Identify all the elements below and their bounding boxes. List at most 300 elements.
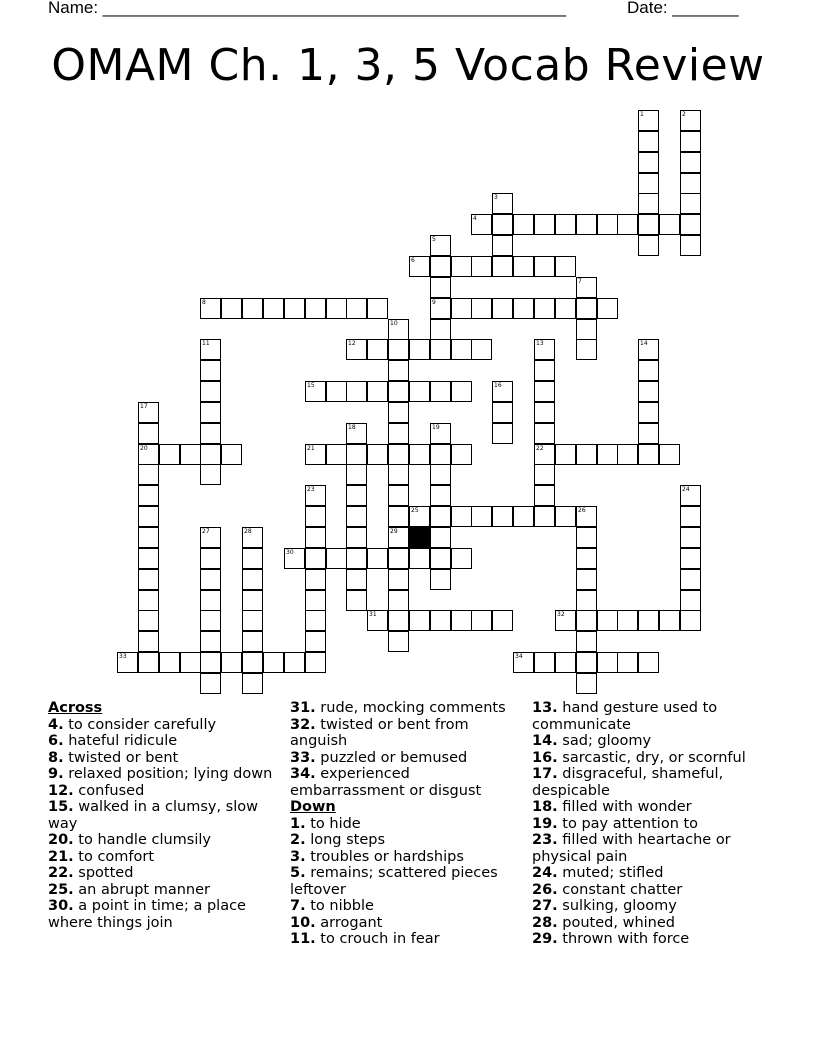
grid-cell[interactable] (451, 339, 472, 360)
grid-cell[interactable] (430, 339, 451, 360)
grid-cell[interactable] (326, 548, 347, 569)
clue-text: filled with wonder (557, 799, 692, 815)
grid-cell[interactable] (451, 506, 472, 527)
cell-number: 29 (390, 528, 398, 535)
grid-cell[interactable] (680, 569, 701, 590)
grid-cell[interactable] (430, 256, 451, 277)
grid-cell[interactable] (326, 298, 347, 319)
grid-cell[interactable] (138, 402, 159, 423)
cell-number: 9 (432, 299, 436, 306)
clue-text: to hide (305, 815, 361, 832)
grid-cell[interactable] (159, 652, 180, 673)
clue-text: arrogant (315, 914, 383, 931)
grid-cell[interactable] (221, 298, 242, 319)
grid-cell[interactable] (367, 381, 388, 402)
grid-cell[interactable] (430, 277, 451, 298)
grid-cell[interactable] (638, 444, 659, 465)
grid-cell[interactable] (638, 360, 659, 381)
grid-cell[interactable] (576, 527, 597, 548)
grid-cell[interactable] (430, 548, 451, 569)
clue-text: a point in time; a place where things join (48, 898, 246, 931)
grid-cell[interactable] (451, 610, 472, 631)
cell-number: 10 (390, 320, 398, 327)
grid-cell[interactable] (534, 652, 555, 673)
grid-cell[interactable] (180, 652, 201, 673)
grid-cell[interactable] (409, 548, 430, 569)
grid-cell[interactable] (638, 381, 659, 402)
grid-cell[interactable] (638, 131, 659, 152)
grid-cell[interactable] (263, 298, 284, 319)
clue-item (48, 733, 278, 750)
grid-cell[interactable] (305, 631, 326, 652)
grid-cell[interactable] (200, 673, 221, 694)
cell-number: 4 (473, 215, 477, 222)
grid-cell[interactable] (576, 569, 597, 590)
grid-cell[interactable] (305, 548, 326, 569)
grid-cell[interactable] (534, 402, 555, 423)
grid-cell[interactable] (409, 256, 430, 277)
grid-cell[interactable] (326, 381, 347, 402)
grid-cell[interactable] (388, 569, 409, 590)
clue-item (48, 750, 278, 767)
grid-cell[interactable] (388, 402, 409, 423)
grid-cell[interactable] (305, 610, 326, 631)
grid-cell[interactable] (576, 631, 597, 652)
grid-cell[interactable] (638, 173, 659, 194)
grid-cell[interactable] (680, 590, 701, 611)
grid-cell[interactable] (430, 569, 451, 590)
grid-cell[interactable] (346, 381, 367, 402)
grid-cell[interactable] (242, 610, 263, 631)
grid-cell[interactable] (200, 569, 221, 590)
grid-cell[interactable] (638, 402, 659, 423)
grid-cell[interactable] (576, 214, 597, 235)
grid-cell[interactable] (305, 444, 326, 465)
grid-cell[interactable] (388, 444, 409, 465)
grid-cell[interactable] (200, 527, 221, 548)
grid-cell[interactable] (597, 298, 618, 319)
grid-cell[interactable] (576, 673, 597, 694)
grid-cell[interactable] (346, 444, 367, 465)
grid-cell[interactable] (284, 298, 305, 319)
grid-cell[interactable] (451, 444, 472, 465)
grid-cell[interactable] (138, 610, 159, 631)
grid-cell[interactable] (388, 610, 409, 631)
grid-cell[interactable] (346, 339, 367, 360)
clue-number: 26. (532, 881, 558, 898)
grid-cell[interactable] (680, 527, 701, 548)
clue-number: 5. (290, 865, 306, 881)
clue-number: 11. (290, 931, 316, 947)
grid-cell[interactable] (659, 214, 680, 235)
clue-column-3 (532, 700, 772, 948)
grid-cell[interactable] (638, 214, 659, 235)
grid-cell[interactable] (492, 256, 513, 277)
grid-cell[interactable] (430, 444, 451, 465)
grid-cell[interactable] (346, 569, 367, 590)
grid-cell[interactable] (346, 423, 367, 444)
grid-cell[interactable] (617, 652, 638, 673)
grid-cell[interactable] (200, 548, 221, 569)
grid-cell[interactable] (200, 610, 221, 631)
grid-cell[interactable] (430, 423, 451, 444)
grid-cell[interactable] (430, 610, 451, 631)
grid-cell[interactable] (200, 652, 221, 673)
grid-cell[interactable] (576, 277, 597, 298)
clue-number: 9. (48, 766, 64, 782)
grid-cell[interactable] (638, 235, 659, 256)
grid-cell[interactable] (138, 652, 159, 673)
grid-cell[interactable] (492, 610, 513, 631)
grid-cell[interactable] (471, 256, 492, 277)
clue-number: 25. (48, 881, 74, 898)
clue-number: 15. (48, 799, 74, 815)
grid-cell[interactable] (659, 610, 680, 631)
clue-number: 31. (290, 700, 316, 716)
grid-cell[interactable] (617, 214, 638, 235)
grid-cell[interactable] (555, 652, 576, 673)
grid-cell[interactable] (388, 506, 409, 527)
cell-number: 26 (578, 507, 586, 514)
grid-cell[interactable] (638, 110, 659, 131)
grid-cell[interactable] (597, 652, 618, 673)
cell-number: 21 (307, 445, 315, 452)
grid-cell[interactable] (242, 548, 263, 569)
grid-cell[interactable] (388, 381, 409, 402)
grid-cell[interactable] (534, 256, 555, 277)
grid-cell[interactable] (242, 569, 263, 590)
grid-cell[interactable] (221, 652, 242, 673)
grid-cell[interactable] (388, 319, 409, 340)
grid-cell[interactable] (305, 590, 326, 611)
grid-cell[interactable] (221, 444, 242, 465)
grid-cell[interactable] (430, 506, 451, 527)
grid-cell[interactable] (430, 235, 451, 256)
grid-cell[interactable] (492, 193, 513, 214)
clue-text: long steps (305, 832, 386, 848)
grid-cell[interactable] (388, 339, 409, 360)
grid-cell[interactable] (638, 339, 659, 360)
grid-cell[interactable] (576, 652, 597, 673)
grid-cell[interactable] (242, 527, 263, 548)
grid-cell[interactable] (451, 548, 472, 569)
grid-cell[interactable] (388, 485, 409, 506)
clue-item (290, 898, 522, 915)
cell-number: 6 (411, 257, 415, 264)
grid-cell[interactable] (638, 652, 659, 673)
grid-cell[interactable] (513, 256, 534, 277)
cell-number: 19 (432, 424, 440, 431)
grid-cell[interactable] (138, 569, 159, 590)
cell-number: 5 (432, 236, 436, 243)
cell-number: 15 (307, 382, 315, 389)
grid-cell[interactable] (430, 485, 451, 506)
grid-cell[interactable] (284, 652, 305, 673)
grid-cell[interactable] (200, 631, 221, 652)
grid-cell[interactable] (555, 256, 576, 277)
grid-cell[interactable] (680, 193, 701, 214)
clue-item (290, 750, 522, 767)
grid-cell[interactable] (117, 652, 138, 673)
clue-text: pouted, whined (557, 914, 675, 931)
grid-cell[interactable] (492, 402, 513, 423)
clue-number: 20. (48, 832, 74, 848)
grid-cell[interactable] (200, 444, 221, 465)
clue-text: to pay attention to (557, 815, 699, 832)
grid-cell[interactable] (326, 444, 347, 465)
grid-cell[interactable] (534, 360, 555, 381)
grid-cell[interactable] (305, 298, 326, 319)
grid-cell[interactable] (555, 298, 576, 319)
clue-text: twisted or bent (63, 749, 179, 766)
grid-cell[interactable] (200, 339, 221, 360)
date-field-label: Date: _______ (627, 0, 739, 17)
page-title: OMAM Ch. 1, 3, 5 Vocab Review (51, 40, 765, 91)
grid-cell[interactable] (576, 298, 597, 319)
grid-cell[interactable] (534, 506, 555, 527)
grid-cell[interactable] (409, 381, 430, 402)
grid-cell[interactable] (680, 173, 701, 194)
clue-number: 1. (290, 815, 306, 832)
clue-number: 34. (290, 766, 316, 782)
grid-cell[interactable] (200, 381, 221, 402)
grid-cell[interactable] (284, 548, 305, 569)
grid-cell[interactable] (242, 631, 263, 652)
grid-cell[interactable] (346, 464, 367, 485)
grid-cell[interactable] (305, 381, 326, 402)
grid-cell[interactable] (534, 485, 555, 506)
grid-cell[interactable] (409, 506, 430, 527)
grid-cell[interactable] (576, 548, 597, 569)
grid-cell[interactable] (388, 548, 409, 569)
grid-cell[interactable] (200, 298, 221, 319)
grid-cell[interactable] (680, 485, 701, 506)
grid-cell[interactable] (680, 506, 701, 527)
grid-cell[interactable] (659, 444, 680, 465)
grid-cell[interactable] (346, 485, 367, 506)
grid-cell[interactable] (638, 423, 659, 444)
clue-text: experienced embarrassment or disgust (290, 766, 482, 799)
grid-cell[interactable] (138, 590, 159, 611)
grid-cell[interactable] (513, 652, 534, 673)
grid-cell[interactable] (451, 256, 472, 277)
grid-cell[interactable] (200, 464, 221, 485)
grid-cell[interactable] (138, 444, 159, 465)
grid-cell[interactable] (305, 485, 326, 506)
grid-cell[interactable] (409, 339, 430, 360)
cell-number: 31 (369, 611, 377, 618)
grid-cell[interactable] (534, 381, 555, 402)
clue-item (290, 717, 522, 750)
grid-cell[interactable] (555, 610, 576, 631)
grid-cell[interactable] (680, 235, 701, 256)
clue-number: 6. (48, 733, 64, 749)
grid-cell[interactable] (430, 298, 451, 319)
grid-cell[interactable] (492, 214, 513, 235)
grid-cell[interactable] (346, 527, 367, 548)
clue-number: 7. (290, 898, 306, 914)
grid-cell[interactable] (576, 506, 597, 527)
clue-item (48, 832, 278, 849)
grid-cell[interactable] (492, 506, 513, 527)
grid-cell[interactable] (680, 152, 701, 173)
clue-number: 27. (532, 898, 558, 914)
grid-cell[interactable] (638, 610, 659, 631)
cell-number: 30 (286, 549, 294, 556)
grid-cell[interactable] (409, 610, 430, 631)
grid-cell[interactable] (409, 444, 430, 465)
grid-cell[interactable] (388, 631, 409, 652)
clue-text: sulking, gloomy (557, 898, 677, 914)
grid-cell[interactable] (492, 298, 513, 319)
grid-cell[interactable] (534, 298, 555, 319)
grid-cell[interactable] (138, 485, 159, 506)
cell-number: 17 (140, 403, 148, 410)
grid-cell[interactable] (200, 423, 221, 444)
grid-cell[interactable] (680, 214, 701, 235)
clue-number: 10. (290, 914, 316, 931)
grid-cell[interactable] (451, 298, 472, 319)
cell-number: 27 (202, 528, 210, 535)
grid-cell[interactable] (617, 610, 638, 631)
grid-cell[interactable] (388, 590, 409, 611)
grid-cell[interactable] (242, 652, 263, 673)
grid-cell[interactable] (534, 339, 555, 360)
grid-cell[interactable] (492, 381, 513, 402)
grid-cell[interactable] (242, 673, 263, 694)
grid-cell[interactable] (430, 381, 451, 402)
grid-cell[interactable] (680, 548, 701, 569)
grid-cell[interactable] (346, 548, 367, 569)
clue-text: disgraceful, shameful, despicable (532, 766, 724, 799)
grid-cell[interactable] (534, 214, 555, 235)
clue-number: 2. (290, 832, 306, 848)
grid-cell[interactable] (492, 235, 513, 256)
clue-text: sad; gloomy (557, 733, 652, 749)
grid-cell[interactable] (430, 319, 451, 340)
clue-text: to comfort (73, 848, 155, 865)
grid-cell[interactable] (576, 444, 597, 465)
cell-number: 2 (682, 111, 686, 118)
grid-cell[interactable] (263, 652, 284, 673)
grid-cell[interactable] (138, 548, 159, 569)
grid-cell[interactable] (200, 360, 221, 381)
clue-text: to crouch in fear (315, 931, 440, 947)
grid-cell[interactable] (555, 506, 576, 527)
grid-cell[interactable] (138, 527, 159, 548)
grid-cell[interactable] (597, 444, 618, 465)
grid-cell[interactable] (430, 527, 451, 548)
grid-cell[interactable] (138, 423, 159, 444)
grid-cell[interactable] (242, 590, 263, 611)
grid-cell[interactable] (576, 339, 597, 360)
grid-cell[interactable] (367, 548, 388, 569)
grid-cell[interactable] (597, 214, 618, 235)
grid-cell[interactable] (159, 444, 180, 465)
grid-cell[interactable] (388, 464, 409, 485)
cell-number: 32 (557, 611, 565, 618)
grid-cell[interactable] (138, 506, 159, 527)
grid-cell[interactable] (638, 152, 659, 173)
grid-cell[interactable] (471, 610, 492, 631)
clue-text: constant chatter (557, 881, 683, 898)
grid-cell[interactable] (471, 298, 492, 319)
clue-item (532, 750, 772, 767)
grid-cell[interactable] (388, 527, 409, 548)
clue-item (290, 832, 522, 849)
grid-cell[interactable] (242, 298, 263, 319)
grid-cell[interactable] (367, 298, 388, 319)
grid-cell[interactable] (346, 298, 367, 319)
grid-cell[interactable] (513, 506, 534, 527)
grid-cell[interactable] (451, 381, 472, 402)
clue-text: walked in a clumsy, slow way (48, 799, 258, 832)
cell-number: 7 (578, 278, 582, 285)
grid-cell[interactable] (617, 444, 638, 465)
grid-cell[interactable] (388, 360, 409, 381)
grid-cell[interactable] (430, 464, 451, 485)
grid-cell[interactable] (138, 631, 159, 652)
grid-cell[interactable] (597, 610, 618, 631)
grid-cell[interactable] (680, 610, 701, 631)
grid-cell[interactable] (305, 527, 326, 548)
grid-cell[interactable] (367, 339, 388, 360)
clue-item (48, 849, 278, 866)
grid-cell[interactable] (534, 444, 555, 465)
across-heading: Across (48, 700, 103, 716)
grid-cell[interactable] (471, 506, 492, 527)
grid-cell[interactable] (513, 214, 534, 235)
grid-cell[interactable] (305, 506, 326, 527)
grid-cell[interactable] (346, 590, 367, 611)
cell-number: 34 (515, 653, 523, 660)
grid-cell[interactable] (576, 610, 597, 631)
grid-cell[interactable] (367, 610, 388, 631)
clue-number: 33. (290, 749, 316, 766)
grid-cell[interactable] (680, 131, 701, 152)
clue-item (532, 700, 772, 733)
grid-cell[interactable] (534, 464, 555, 485)
grid-cell[interactable] (180, 444, 201, 465)
grid-cell[interactable] (200, 402, 221, 423)
grid-cell[interactable] (471, 214, 492, 235)
grid-cell[interactable] (555, 214, 576, 235)
cell-number: 3 (494, 194, 498, 201)
cell-number: 1 (640, 111, 644, 118)
grid-cell[interactable] (513, 298, 534, 319)
clue-text: to nibble (305, 898, 374, 914)
grid-cell[interactable] (346, 506, 367, 527)
grid-cell[interactable] (534, 423, 555, 444)
grid-cell[interactable] (471, 339, 492, 360)
cell-number: 13 (536, 340, 544, 347)
clue-number: 12. (48, 782, 74, 799)
grid-cell[interactable] (680, 110, 701, 131)
grid-cell[interactable] (555, 444, 576, 465)
grid-cell[interactable] (492, 423, 513, 444)
grid-cell[interactable] (638, 193, 659, 214)
clue-text: muted; stifled (557, 865, 664, 881)
clue-item (532, 832, 772, 865)
grid-cell[interactable] (305, 569, 326, 590)
grid-cell[interactable] (388, 423, 409, 444)
grid-cell[interactable] (200, 590, 221, 611)
grid-cell[interactable] (576, 319, 597, 340)
grid-cell[interactable] (138, 464, 159, 485)
grid-cell[interactable] (305, 652, 326, 673)
grid-cell[interactable] (367, 444, 388, 465)
grid-cell[interactable] (576, 590, 597, 611)
